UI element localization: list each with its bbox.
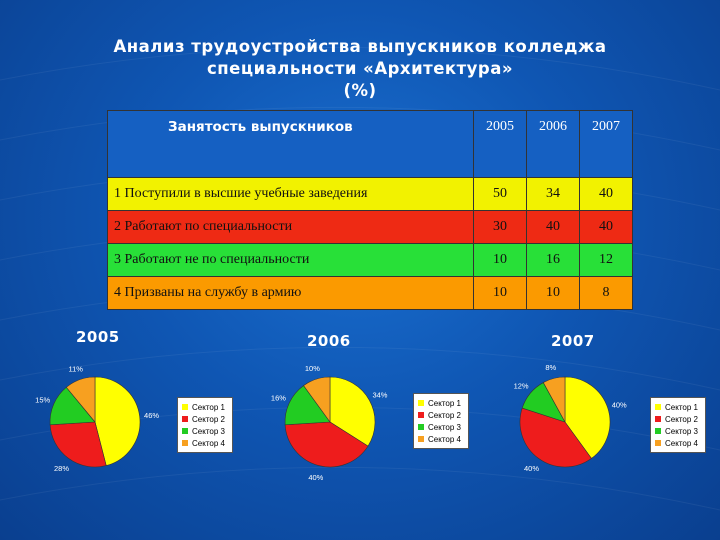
legend-item [182, 437, 228, 449]
year-label-2006: 2006 [307, 332, 351, 350]
legend-label: Сектор 3 [428, 422, 461, 432]
year-label-2007: 2007 [551, 332, 595, 350]
legend-swatch [182, 428, 188, 434]
row-label: 4 Призваны на службу в армию [108, 277, 474, 310]
legend-item [655, 401, 701, 413]
table-cell: 40 [527, 211, 580, 244]
legend-label: Сектор 2 [665, 414, 698, 424]
table-row [108, 277, 633, 310]
legend-label: Сектор 1 [665, 402, 698, 412]
table-cell: 10 [474, 244, 527, 277]
legend-2007 [650, 397, 706, 453]
legend-swatch [418, 400, 424, 406]
pie-slice-label: 46% [144, 410, 160, 420]
legend-swatch [182, 404, 188, 410]
table-cell: 30 [474, 211, 527, 244]
legend-label: Сектор 4 [665, 438, 698, 448]
legend-2005 [177, 397, 233, 453]
table-row [108, 211, 633, 244]
table-row [108, 244, 633, 277]
legend-label: Сектор 1 [428, 398, 461, 408]
pie-chart-2005 [20, 360, 170, 480]
pie-chart-2007 [490, 360, 640, 480]
legend-label: Сектор 4 [428, 434, 461, 444]
pie-slice-label: 10% [304, 363, 320, 373]
table-header-row [108, 111, 633, 178]
pie-slice-label: 40% [523, 464, 540, 474]
table-header-label: Занятость выпускников [108, 111, 474, 178]
legend-item [655, 425, 701, 437]
pie-slice-label: 40% [308, 473, 324, 480]
legend-label: Сектор 2 [192, 414, 225, 424]
legend-swatch [655, 404, 661, 410]
table-row [108, 178, 633, 211]
pie-slice-label: 40% [611, 400, 627, 410]
legend-label: Сектор 3 [665, 426, 698, 436]
table-cell: 40 [580, 211, 633, 244]
row-label: 1 Поступили в высшие учебные заведения [108, 178, 474, 211]
legend-swatch [418, 436, 424, 442]
legend-swatch [418, 424, 424, 430]
table-cell: 8 [580, 277, 633, 310]
legend-item [418, 397, 464, 409]
legend-item [182, 425, 228, 437]
title-line-3: (%) [343, 81, 377, 100]
pie-slice-label: 15% [35, 395, 51, 405]
pie-slice-label: 16% [270, 393, 286, 403]
legend-2006 [413, 393, 469, 449]
table-cell: 12 [580, 244, 633, 277]
pie-slice-label: 28% [53, 464, 70, 474]
legend-label: Сектор 1 [192, 402, 225, 412]
pie-slice-label: 12% [513, 381, 529, 391]
page-title [80, 36, 640, 102]
legend-label: Сектор 3 [192, 426, 225, 436]
legend-swatch [655, 440, 661, 446]
table-header-year: 2005 [474, 111, 527, 178]
pie-chart-2006 [255, 360, 405, 480]
table-cell: 50 [474, 178, 527, 211]
table-cell: 40 [580, 178, 633, 211]
table-cell: 16 [527, 244, 580, 277]
pie-slice-label: 8% [545, 362, 557, 372]
table-cell: 34 [527, 178, 580, 211]
table-cell: 10 [474, 277, 527, 310]
table-cell: 10 [527, 277, 580, 310]
legend-swatch [182, 440, 188, 446]
legend-label: Сектор 2 [428, 410, 461, 420]
title-line-1: Анализ трудоустройства выпускников колледжа [113, 37, 607, 56]
row-label: 3 Работают не по специальности [108, 244, 474, 277]
legend-swatch [655, 428, 661, 434]
pie-slice-label: 34% [372, 390, 388, 400]
legend-item [655, 437, 701, 449]
legend-swatch [182, 416, 188, 422]
employment-table [107, 110, 633, 310]
year-label-2005: 2005 [76, 328, 120, 346]
table-header-year: 2006 [527, 111, 580, 178]
legend-label: Сектор 4 [192, 438, 225, 448]
row-label: 2 Работают по специальности [108, 211, 474, 244]
legend-item [418, 421, 464, 433]
legend-item [182, 401, 228, 413]
title-line-2: специальности «Архитектура» [206, 59, 514, 78]
legend-item [655, 413, 701, 425]
legend-swatch [418, 412, 424, 418]
legend-swatch [655, 416, 661, 422]
legend-item [418, 433, 464, 445]
table-header-year: 2007 [580, 111, 633, 178]
legend-item [182, 413, 228, 425]
legend-item [418, 409, 464, 421]
pie-slice-label: 11% [68, 364, 83, 374]
